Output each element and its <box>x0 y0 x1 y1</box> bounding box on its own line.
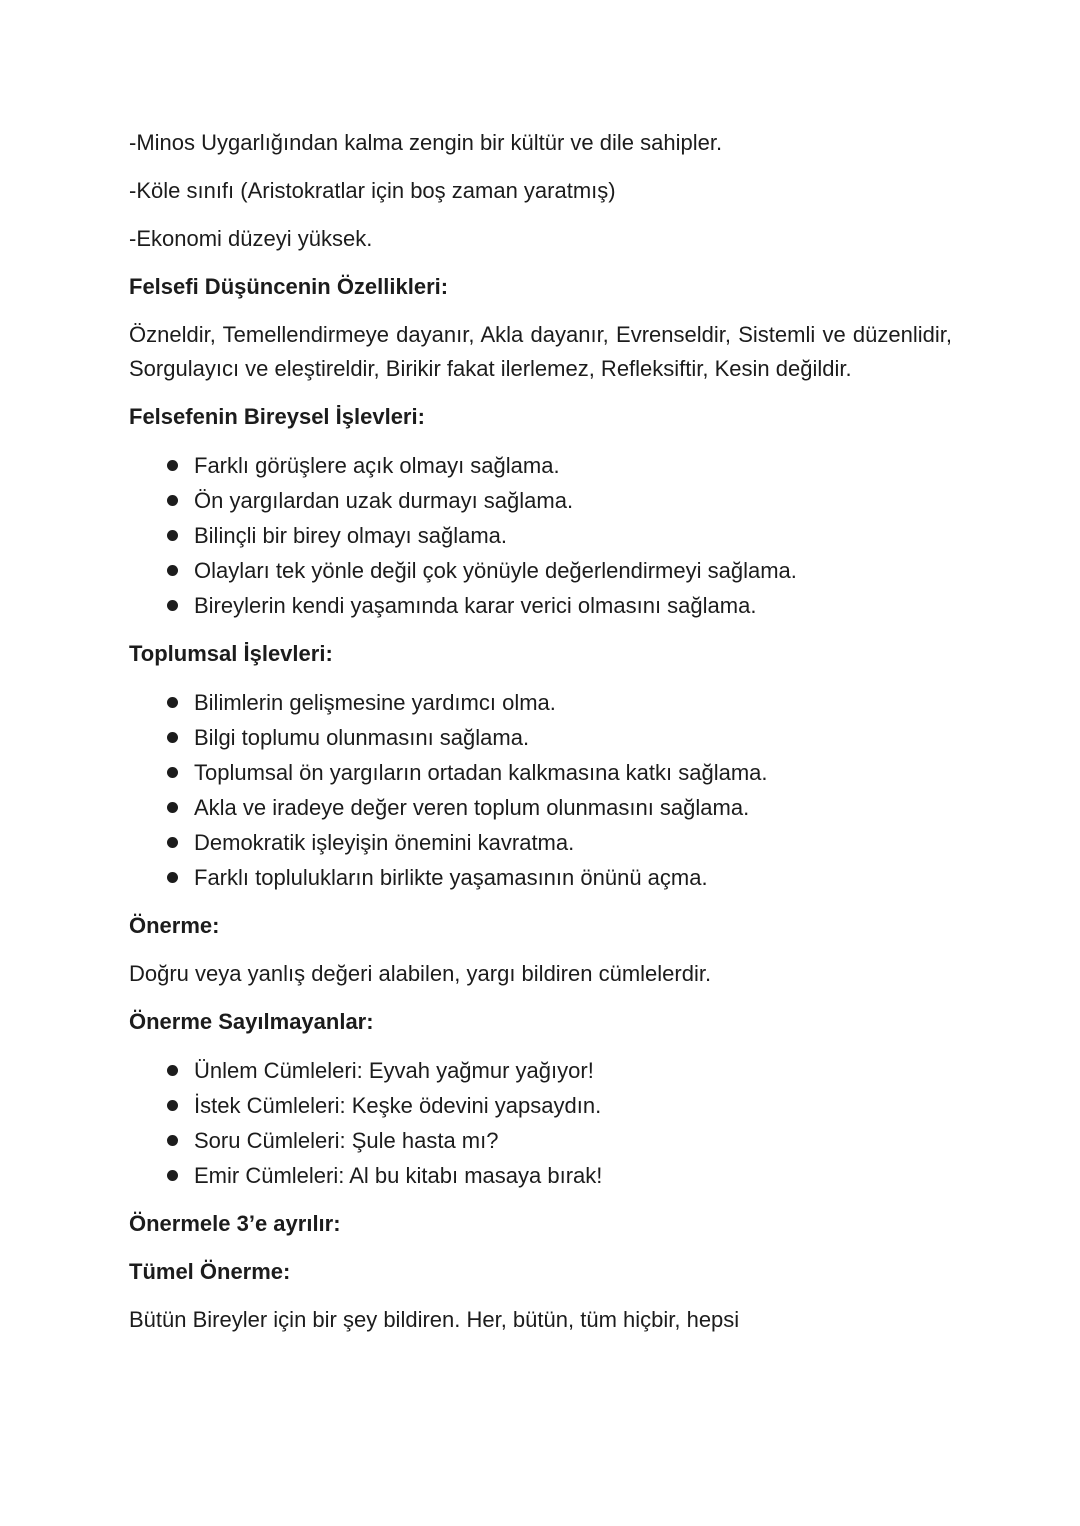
list-item-text: Toplumsal ön yargıların ortadan kalkmasına katkı sağlama. <box>194 760 768 785</box>
document-page <box>129 126 952 1351</box>
list-item-text: Olayları tek yönle değil çok yönüyle değerlendirmeyi sağlama. <box>194 558 797 583</box>
list-item-text: Soru Cümleleri: Şule hasta mı? <box>194 1128 499 1153</box>
list-item <box>129 790 952 825</box>
list-item-text: Akla ve iradeye değer veren toplum olunmasını sağlama. <box>194 795 750 820</box>
list-item-text: Bireylerin kendi yaşamında karar verici olmasını sağlama. <box>194 593 757 618</box>
bullet-icon <box>167 837 178 848</box>
bullet-icon <box>167 530 178 541</box>
proposition-heading: Önerme: <box>129 913 220 938</box>
list-item-text: Ön yargılardan uzak durmayı sağlama. <box>194 488 574 513</box>
bullet-icon <box>167 872 178 883</box>
social-functions-list <box>129 685 952 895</box>
list-item-text: Bilinçli bir birey olmayı sağlama. <box>194 523 507 548</box>
list-item <box>129 685 952 720</box>
list-item-text: Emir Cümleleri: Al bu kitabı masaya bırak! <box>194 1163 603 1188</box>
list-item <box>129 720 952 755</box>
non-propositions-list <box>129 1053 952 1193</box>
features-text: Özneldir, Temellendirmeye dayanır, Akla dayanır, Evrenseldir, Sistemli ve düzenlidir, Sorgulayıcı ve eleştireldir, Birikir fakat ilerlemez, Refleksiftir, Kesin değildir. <box>129 322 952 381</box>
list-item <box>129 1053 952 1088</box>
individual-functions-heading: Felsefenin Bireysel İşlevleri: <box>129 404 425 429</box>
list-item <box>129 483 952 518</box>
features-heading: Felsefi Düşüncenin Özellikleri: <box>129 274 449 299</box>
individual-functions-list <box>129 448 952 623</box>
list-item <box>129 553 952 588</box>
bullet-icon <box>167 802 178 813</box>
list-item <box>129 860 952 895</box>
bullet-icon <box>167 1135 178 1146</box>
list-item-text: Bilimlerin gelişmesine yardımcı olma. <box>194 690 556 715</box>
list-item-text: Farklı toplulukların birlikte yaşamasının önünü açma. <box>194 865 708 890</box>
social-functions-heading: Toplumsal İşlevleri: <box>129 641 333 666</box>
divided-heading: Önermele 3’e ayrılır: <box>129 1211 341 1236</box>
proposition-text: Doğru veya yanlış değeri alabilen, yargı bildiren cümlelerdir. <box>129 961 712 986</box>
list-item <box>129 518 952 553</box>
bullet-icon <box>167 495 178 506</box>
list-item-text: Bilgi toplumu olunmasını sağlama. <box>194 725 530 750</box>
bullet-icon <box>167 565 178 576</box>
bullet-icon <box>167 1065 178 1076</box>
list-item-text: Farklı görüşlere açık olmayı sağlama. <box>194 453 560 478</box>
intro-line: -Köle sınıfı (Aristokratlar için boş zaman yaratmış) <box>129 178 616 203</box>
non-propositions-heading: Önerme Sayılmayanlar: <box>129 1009 374 1034</box>
list-item-text: İstek Cümleleri: Keşke ödevini yapsaydın. <box>194 1093 602 1118</box>
list-item <box>129 1158 952 1193</box>
universal-text: Bütün Bireyler için bir şey bildiren. Her, bütün, tüm hiçbir, hepsi <box>129 1307 740 1332</box>
bullet-icon <box>167 697 178 708</box>
list-item <box>129 1123 952 1158</box>
intro-line: -Minos Uygarlığından kalma zengin bir kültür ve dile sahipler. <box>129 130 723 155</box>
list-item <box>129 1088 952 1123</box>
bullet-icon <box>167 600 178 611</box>
bullet-icon <box>167 1100 178 1111</box>
intro-line: -Ekonomi düzeyi yüksek. <box>129 226 373 251</box>
list-item-text: Ünlem Cümleleri: Eyvah yağmur yağıyor! <box>194 1058 594 1083</box>
list-item <box>129 755 952 790</box>
list-item <box>129 825 952 860</box>
list-item <box>129 448 952 483</box>
bullet-icon <box>167 1170 178 1181</box>
bullet-icon <box>167 732 178 743</box>
bullet-icon <box>167 767 178 778</box>
bullet-icon <box>167 460 178 471</box>
list-item-text: Demokratik işleyişin önemini kavratma. <box>194 830 575 855</box>
list-item <box>129 588 952 623</box>
universal-heading: Tümel Önerme: <box>129 1259 291 1284</box>
